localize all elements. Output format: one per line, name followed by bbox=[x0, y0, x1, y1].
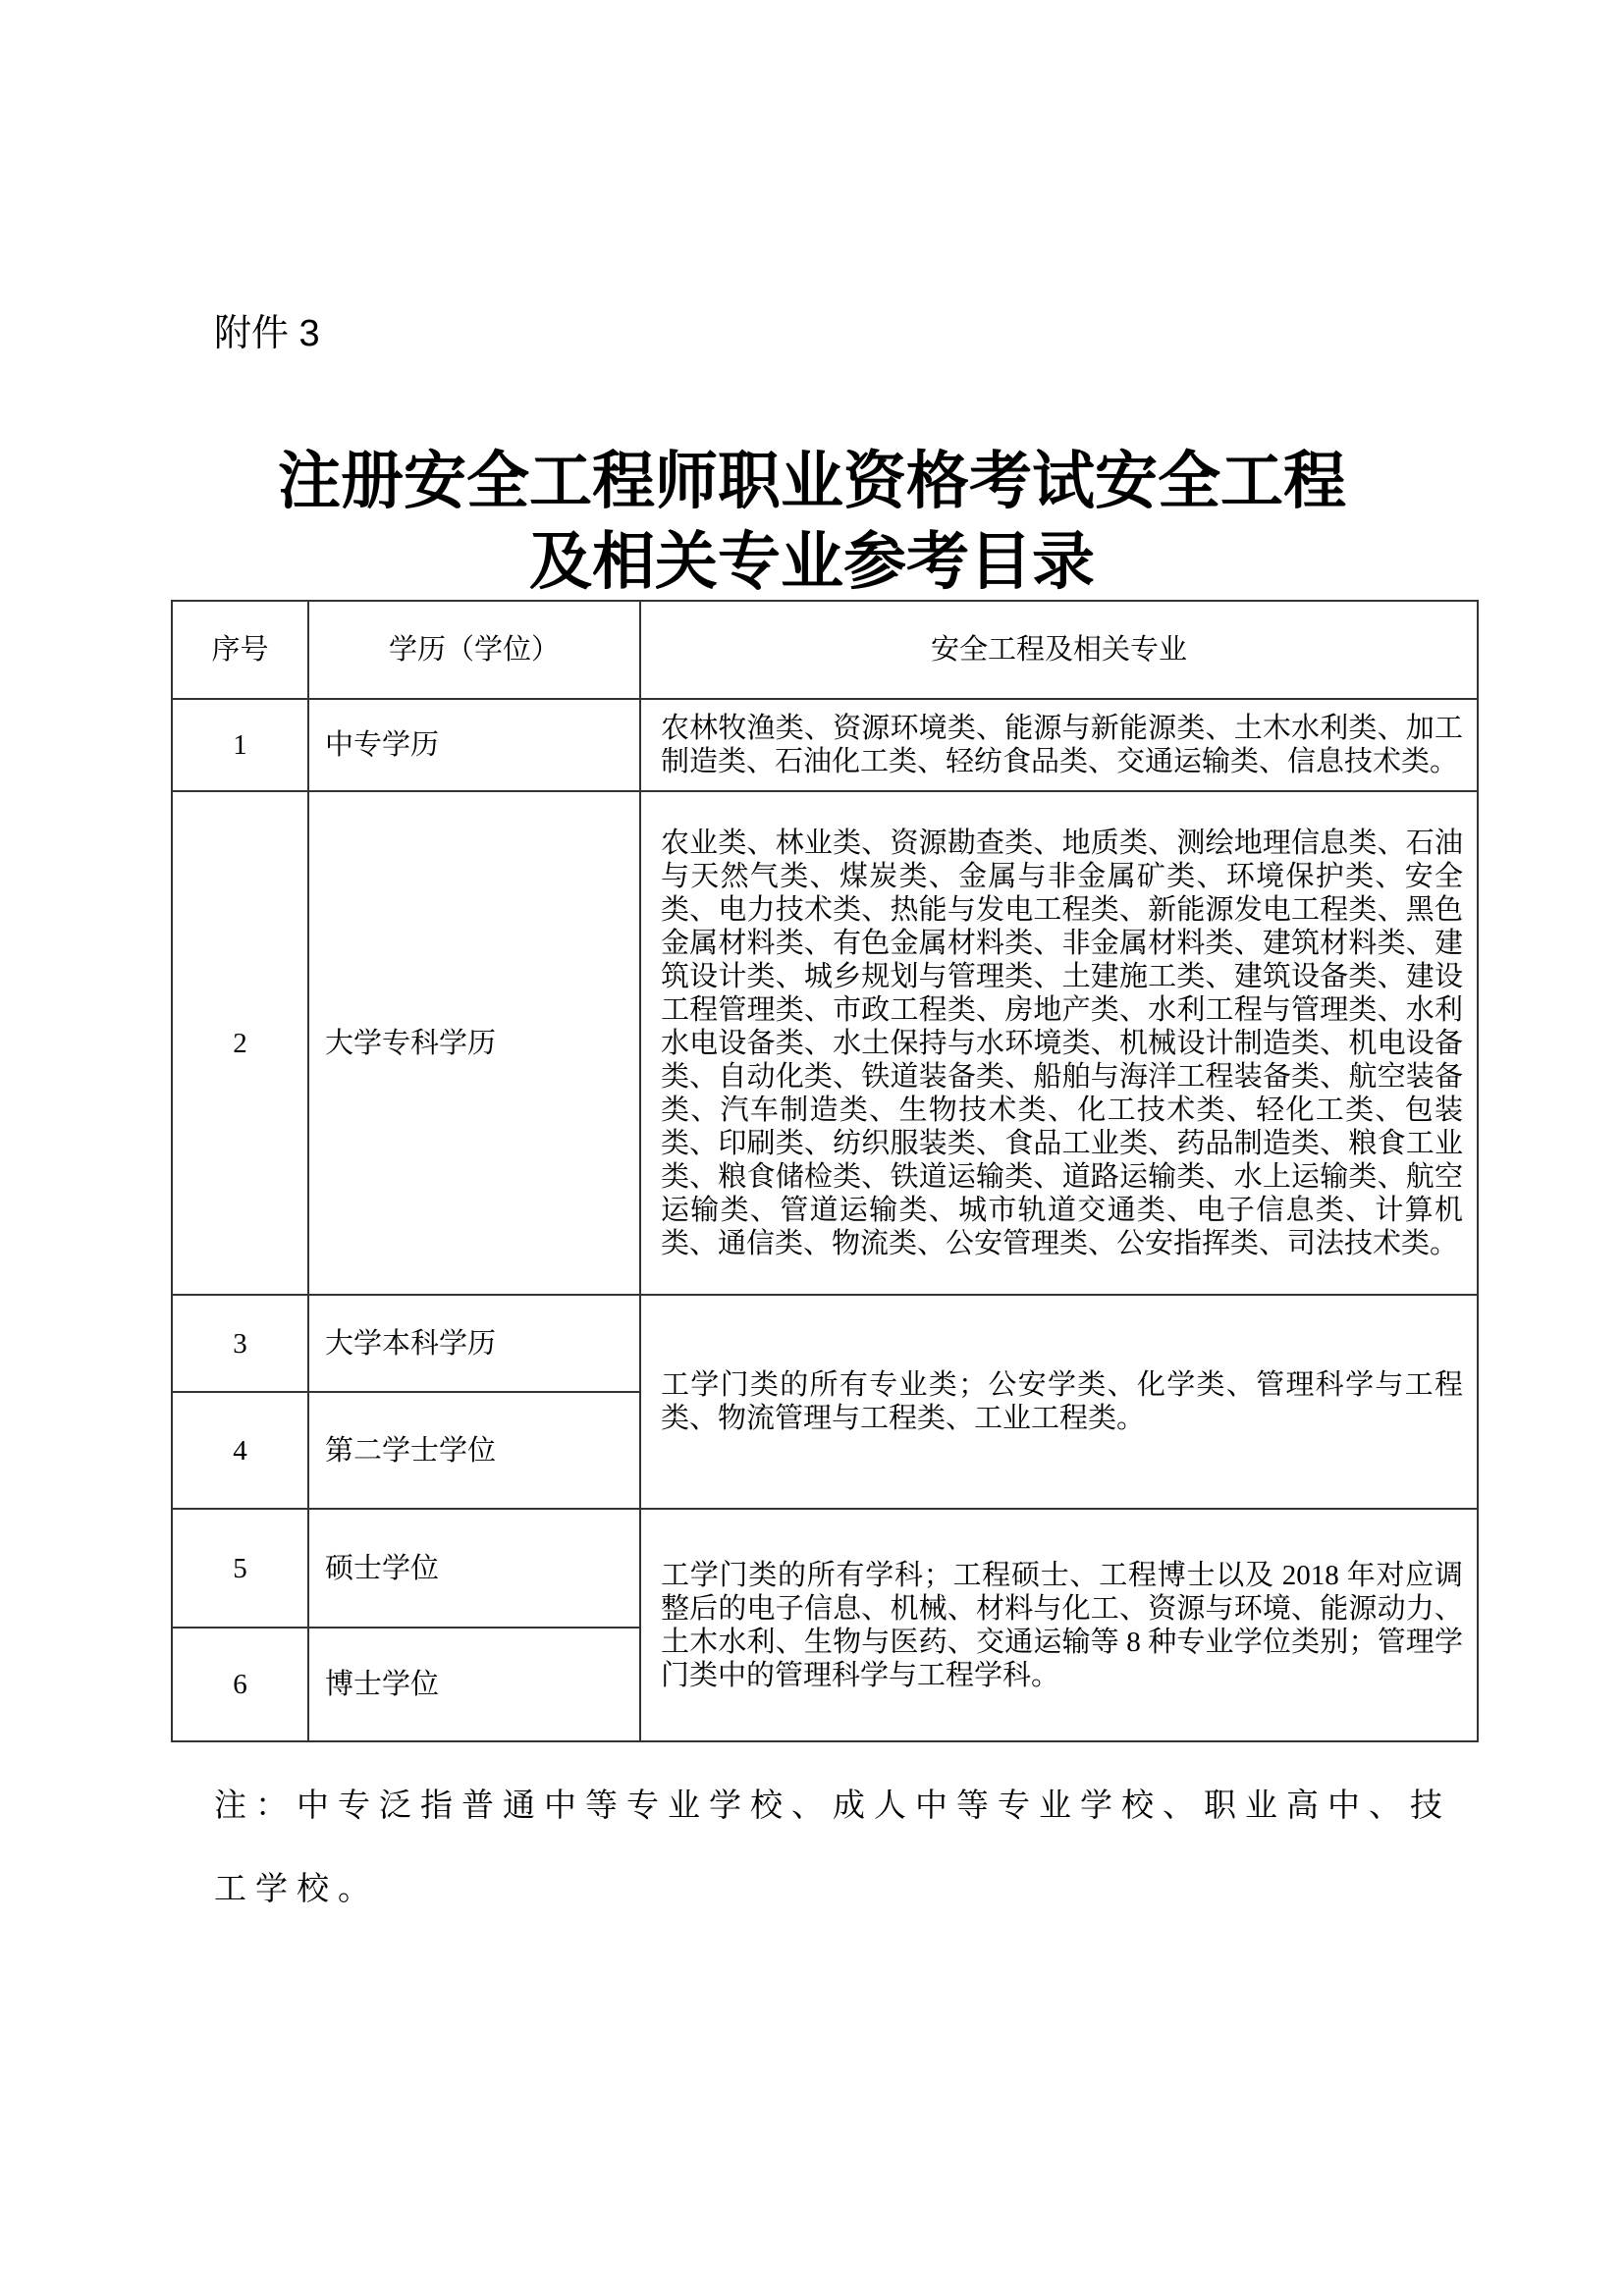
page-title bbox=[0, 442, 1624, 603]
title-line-1: 注册安全工程师职业资格考试安全工程 bbox=[278, 447, 1346, 516]
row-majors-merged: 工学门类的所有专业类；公安学类、化学类、管理科学与工程类、物流管理与工程类、工业工程类。 bbox=[640, 1295, 1478, 1509]
row-degree: 硕士学位 bbox=[308, 1509, 640, 1628]
table-row bbox=[172, 699, 1478, 791]
row-no: 5 bbox=[172, 1509, 308, 1628]
row-degree: 第二学士学位 bbox=[308, 1392, 640, 1509]
row-no: 4 bbox=[172, 1392, 308, 1509]
row-majors: 农业类、林业类、资源勘查类、地质类、测绘地理信息类、石油与天然气类、煤炭类、金属与非金属矿类、环境保护类、安全类、电力技术类、热能与发电工程类、新能源发电工程类、黑色金属材料类、有色金属材料类、非金属材料类、建筑材料类、建筑设计类、城乡规划与管理类、土建施工类、建筑设备类、建设工程管理类、市政工程类、房地产类、水利工程与管理类、水利水电设备类、水土保持与水环境类、机械设计制造类、机电设备类、自动化类、铁道装备类、船舶与海洋工程装备类、航空装备类、汽车制造类、生物技术类、化工技术类、轻化工类、包装类、印刷类、纺织服装类、食品工业类、药品制造类、粮食工业类、粮食储检类、铁道运输类、道路运输类、水上运输类、航空运输类、管道运输类、城市轨道交通类、电子信息类、计算机类、通信类、物流类、公安管理类、公安指挥类、司法技术类。 bbox=[640, 791, 1478, 1295]
row-degree: 中专学历 bbox=[308, 699, 640, 791]
header-no: 序号 bbox=[172, 601, 308, 699]
row-majors-merged: 工学门类的所有学科；工程硕士、工程博士以及 2018 年对应调整后的电子信息、机械、材料与化工、资源与环境、能源动力、土木水利、生物与医药、交通运输等 8 种专业学位类别；管理学门类中的管理科学与工程学科。 bbox=[640, 1509, 1478, 1741]
attachment-label: 附件 3 bbox=[214, 313, 320, 354]
header-majors: 安全工程及相关专业 bbox=[640, 601, 1478, 699]
table-header-row bbox=[172, 601, 1478, 699]
row-no: 6 bbox=[172, 1628, 308, 1741]
header-degree: 学历（学位） bbox=[308, 601, 640, 699]
row-majors: 农林牧渔类、资源环境类、能源与新能源类、土木水利类、加工制造类、石油化工类、轻纺食品类、交通运输类、信息技术类。 bbox=[640, 699, 1478, 791]
row-degree: 大学本科学历 bbox=[308, 1295, 640, 1392]
title-line-2: 及相关专业参考目录 bbox=[529, 527, 1095, 597]
row-no: 2 bbox=[172, 791, 308, 1295]
row-degree: 大学专科学历 bbox=[308, 791, 640, 1295]
table-row bbox=[172, 1509, 1478, 1628]
footnote: 注：中专泛指普通中等专业学校、成人中等专业学校、职业高中、技工学校。 bbox=[214, 1787, 1451, 1906]
row-no: 1 bbox=[172, 699, 308, 791]
table-row bbox=[172, 791, 1478, 1295]
row-no: 3 bbox=[172, 1295, 308, 1392]
row-degree: 博士学位 bbox=[308, 1628, 640, 1741]
majors-table bbox=[171, 600, 1479, 1742]
table-row bbox=[172, 1295, 1478, 1392]
